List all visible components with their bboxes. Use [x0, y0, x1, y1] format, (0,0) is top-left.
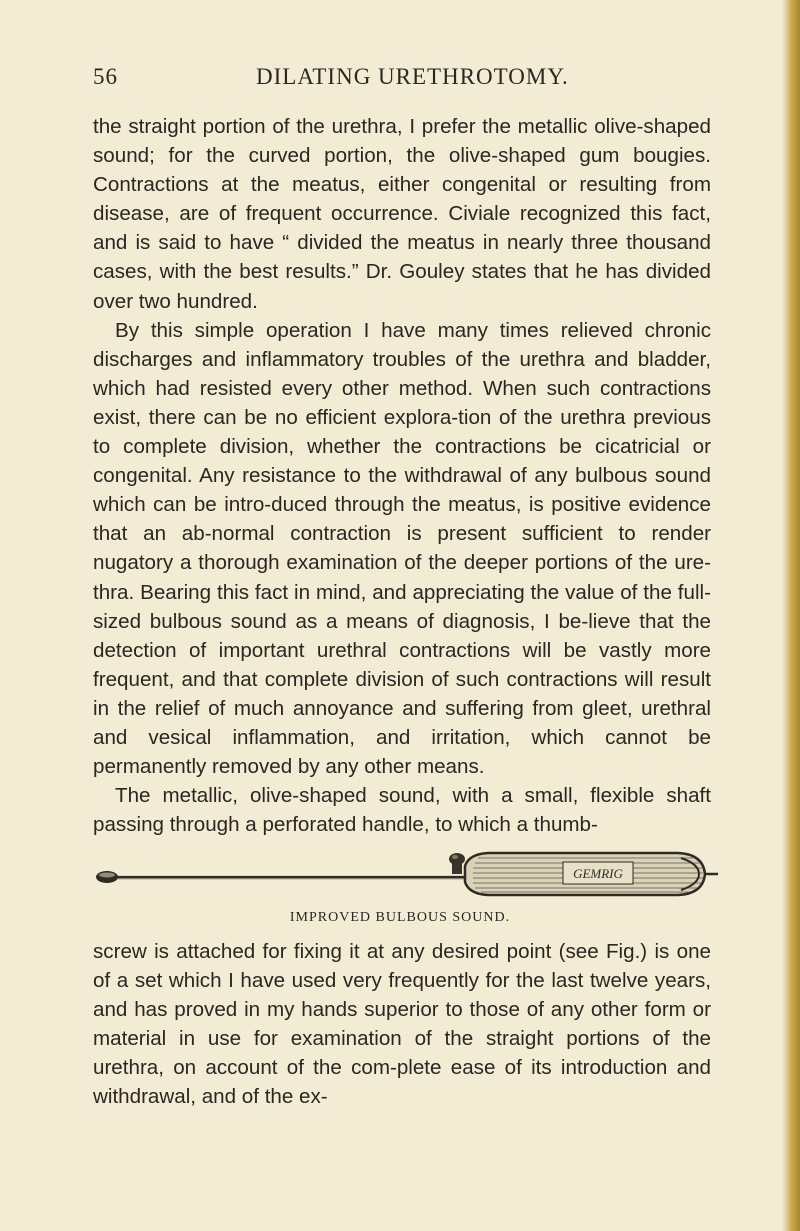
bulbous-sound-illustration: [93, 844, 718, 900]
figure-caption: IMPROVED BULBOUS SOUND.: [289, 910, 511, 925]
paragraph: By this simple operation I have many times relieved chronic discharges and inflammatory troubles of the urethra and bladder, which had resisted every other method. When such contractions exist, there can be no efficient explora-tion of the urethra previous to complete division, whether the contractions be cicatricial or congenital. Any resistance to the withdrawal of any bulbous sound which can be intro-duced through the meatus, is positive evidence that an ab-normal contraction is present sufficient to render nugatory a thorough examination of the deeper portions of the ure-thra. Bearing this fact in mind, and appreciating the value of the full-sized bulbous sound as a means of diagnosis, I be-lieve that the detection of important urethral contractions will be vastly more frequent, and that complete division of such contractions will result in the relief of much annoyance and suffering from gleet, urethral and vesical inflammation, and irritation, which cannot be permanently removed by any other means.: [93, 318, 711, 779]
paragraph: the straight portion of the urethra, I prefer the metallic olive-shaped sound; for the curved portion, the olive-shaped gum bougies. Contractions at the meatus, either congenital or resulting from disease, are of frequent occurrence. Civiale recognized this fact, and is said to have “ divided the meatus in nearly three thousand cases, with the best results.” Dr. Gouley states that he has divided over two hundred.: [93, 115, 711, 313]
paragraph: The metallic, olive-shaped sound, with a small, flexible shaft passing through a perforated handle, to which a thumb-: [93, 784, 711, 837]
paragraph: screw is attached for fixing it at any desired point (see Fig.) is one of a set which I have used very frequently for the last twelve years, and has proved in my hands superior to those of any other form or material in use for examination of the straight portions of the urethra, on account of the com-plete ease of its introduction and withdrawal, and of the ex-: [93, 940, 711, 1109]
running-title: DILATING URETHROTOMY.: [256, 64, 569, 89]
page-number: 56: [93, 64, 118, 89]
thumb-screw: [449, 853, 465, 874]
continuation-text: [93, 937, 711, 1112]
page-edge: [782, 0, 800, 1231]
handle-stamp: GEMRIG: [573, 866, 623, 881]
main-text: [93, 112, 711, 839]
